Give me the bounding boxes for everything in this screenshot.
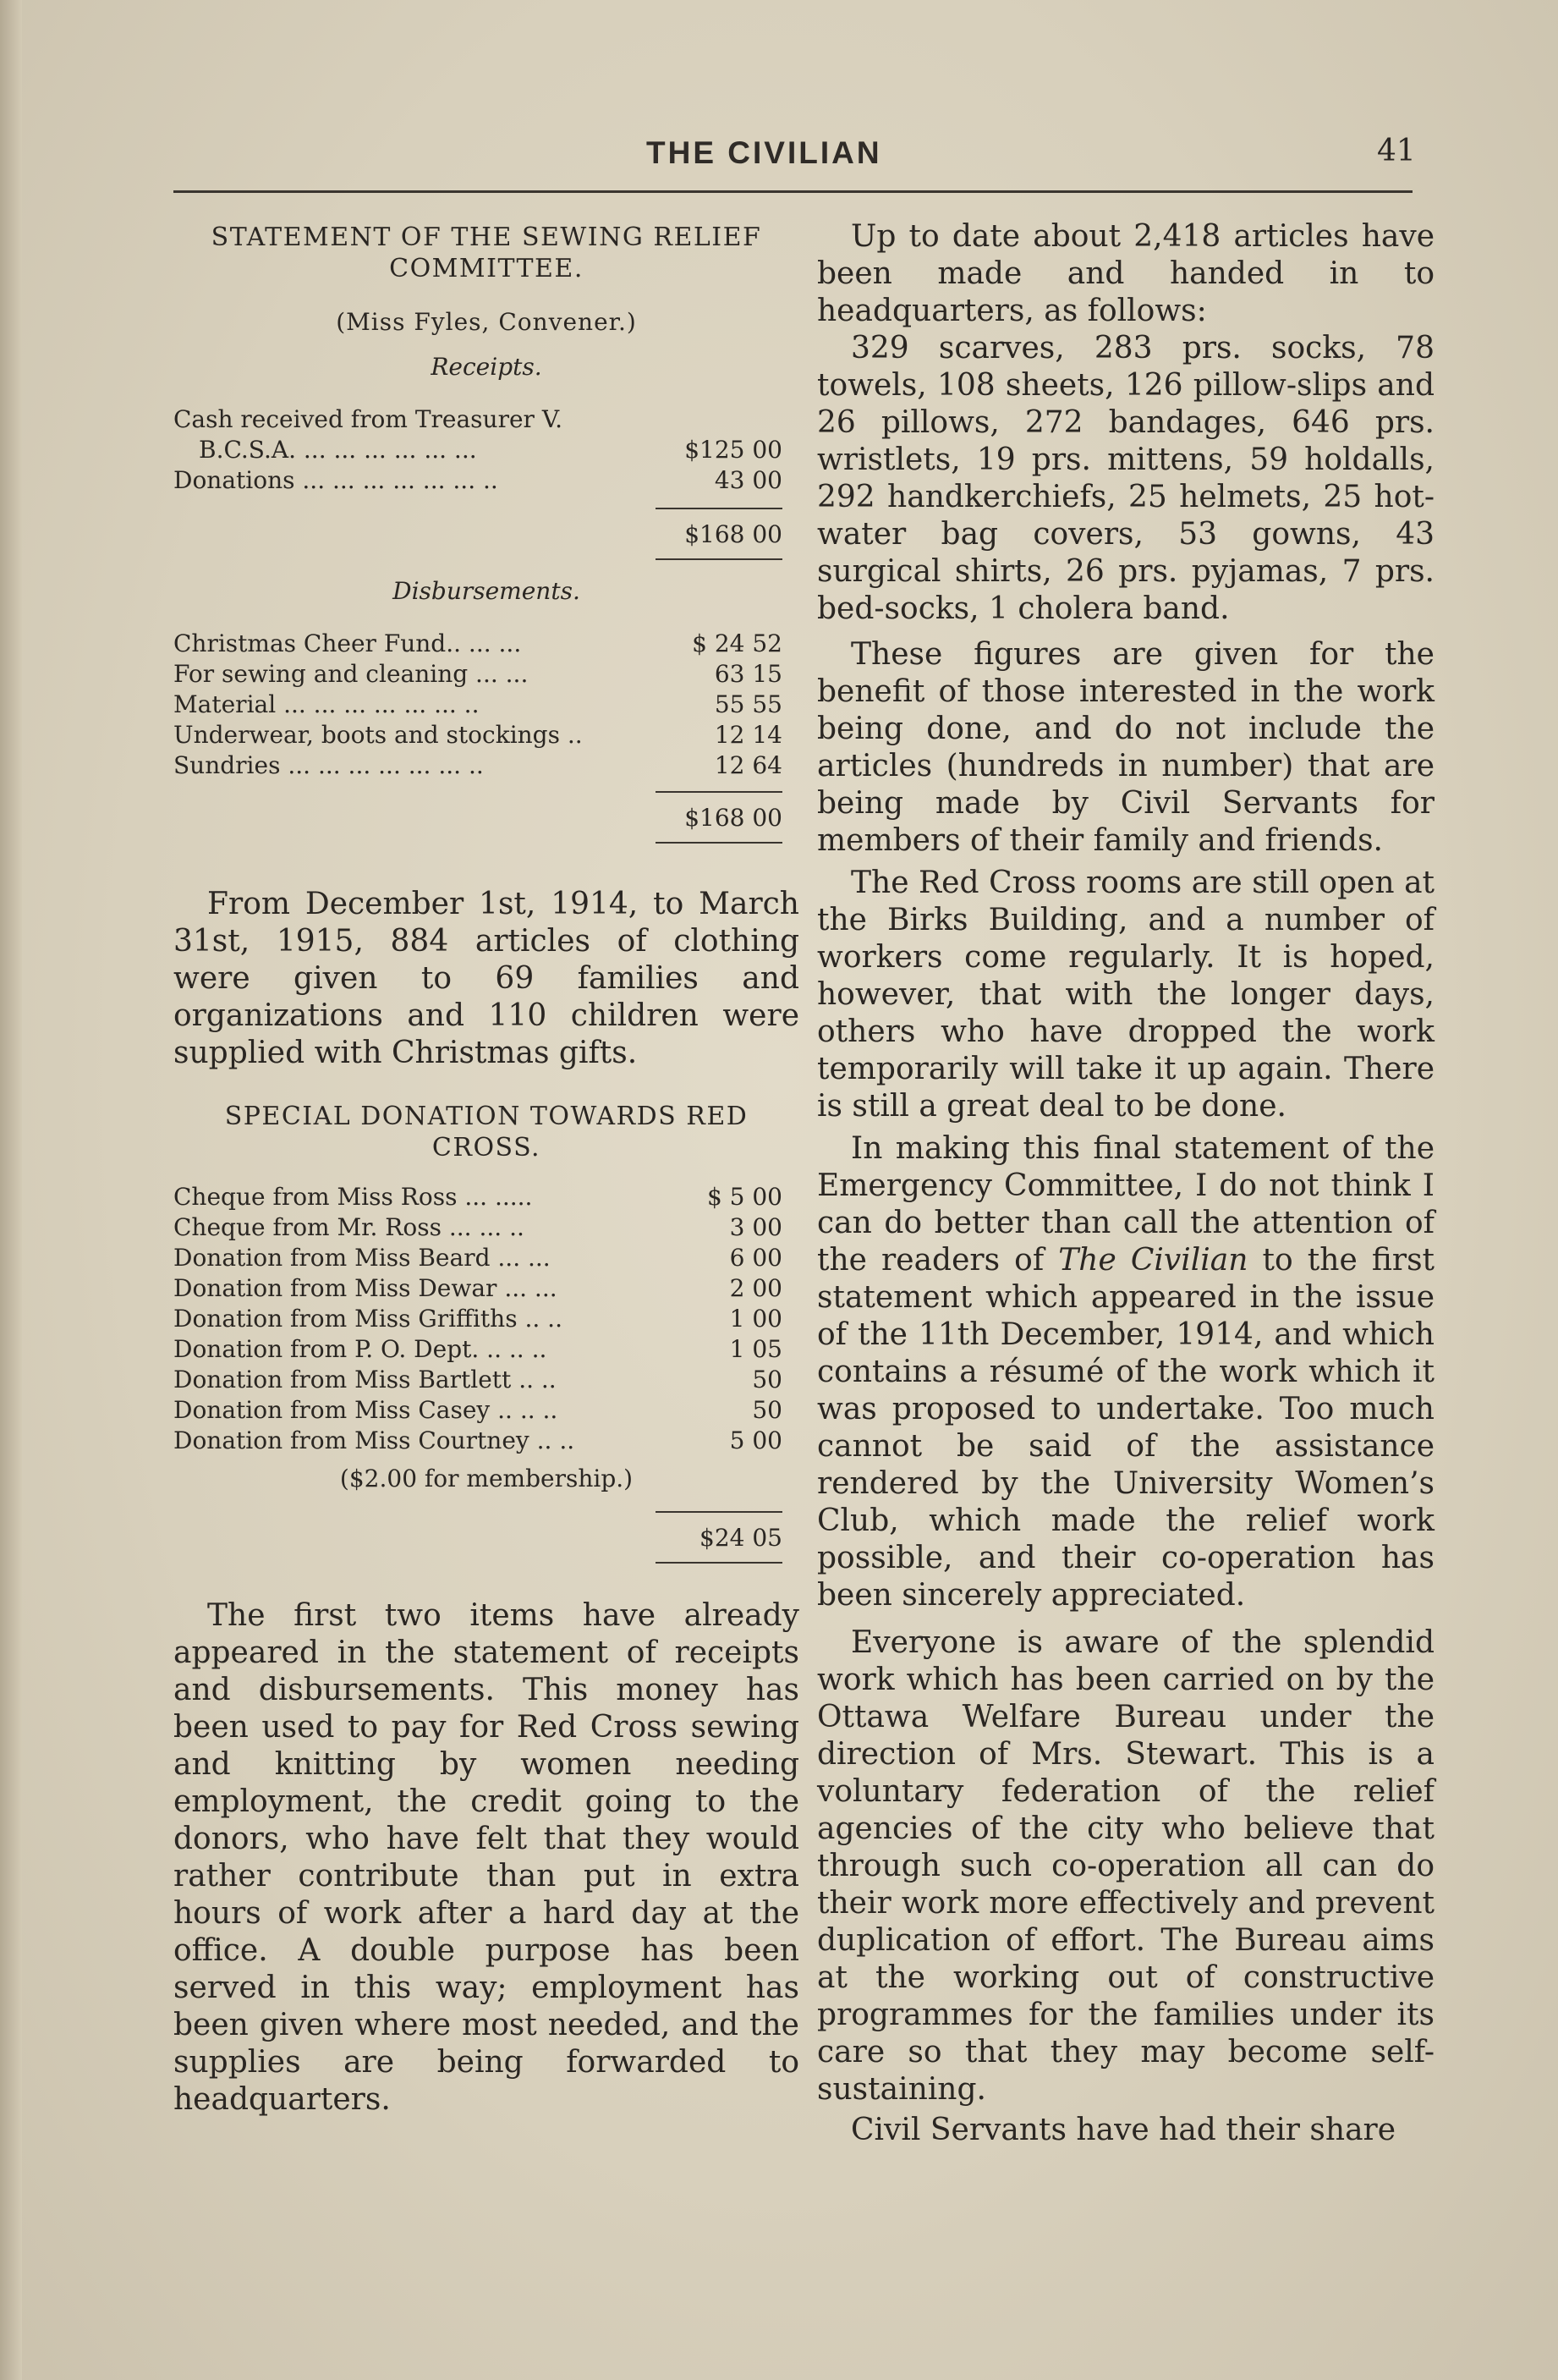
sewing-heading-line1: STATEMENT OF THE SEWING RELIEF	[211, 223, 762, 252]
receipts-label: Receipts.	[431, 353, 542, 381]
header-rule	[173, 190, 1413, 193]
sewing-summary-paragraph: From December 1st, 1914, to March 31st, 1915, 884 articles of clothing were given to 69 families and organizations and 110 children were supplied with Christmas gifts.	[173, 887, 799, 1070]
table-row: Material ... ... ... ... ... ... .. 55 55	[173, 690, 782, 718]
final-statement-text-b: to the first statement which appeared in the issue of the 11th December, 1914, and which contains a résumé of the work which it was proposed to undertake. Too much cannot be said of the assistance rendered by the University Women’s Club, which made the relief work possible, and their co-operation has been sincerely appreciated.	[817, 1243, 1435, 1613]
table-row: Donations ... ... ... ... ... ... .. 43 00	[173, 466, 782, 494]
table-row: B.C.S.A. ... ... ... ... ... ... $125 00	[199, 436, 782, 464]
convener-line: (Miss Fyles, Convener.)	[336, 308, 637, 336]
paragraph-final-statement	[817, 1130, 1435, 1614]
paragraph-civil-servants: Civil Servants have had their share	[851, 2113, 1396, 2147]
table-row: Cash received from Treasurer V.	[173, 405, 563, 433]
donation-table	[173, 1182, 782, 1456]
donation-heading-line1: SPECIAL DONATION TOWARDS RED	[224, 1102, 749, 1131]
paragraph-figures: These figures are given for the benefit of those interested in the work being done, and do not include the articles (hundreds in number) that are being made by Civil Servants for members of their family and friends.	[817, 637, 1435, 858]
final-statement-text-a: In making this final statement of the Emergency Committee, I do not think I can do better than call the attention of the readers of	[817, 1131, 1435, 1278]
disbursements-total: $168 00	[684, 804, 782, 832]
table-row: Underwear, boots and stockings .. 12 14	[173, 721, 782, 749]
disbursements-label: Disbursements.	[392, 577, 580, 605]
page-number: 41	[1377, 134, 1416, 168]
page-edge-shadow	[0, 0, 22, 2380]
publication-title: THE CIVILIAN	[646, 135, 882, 170]
donation-heading-line2: CROSS.	[431, 1133, 541, 1163]
publication-name-italic: The Civilian	[1058, 1243, 1248, 1278]
table-row: For sewing and cleaning ... ... 63 15	[173, 660, 782, 688]
table-row: Cheque from Mr. Ross ... ... .. 3 00	[173, 1213, 782, 1241]
receipts-table	[173, 404, 782, 496]
table-row: Sundries ... ... ... ... ... ... .. 12 64	[173, 751, 782, 779]
table-row: Donation from Miss Griffiths .. .. 1 00	[173, 1305, 782, 1333]
membership-note: ($2.00 for membership.)	[339, 1465, 634, 1492]
table-row: Christmas Cheer Fund.. ... ... $ 24 52	[173, 629, 782, 657]
donation-paragraph: The first two items have already appeared in the statement of receipts and disbursements. This money has been used to pay for Red Cross sewing and knitting by women needing employment, the credit going to the donors, who have felt that they would rather contribute than put in extra hours of work after a hard day at the office. A double purpose has been served in this way; employment has been given where most needed, and the supplies are being forwarded to headquarters.	[173, 1598, 799, 2117]
table-row: Donation from Miss Dewar ... ... 2 00	[173, 1274, 782, 1302]
disbursements-table	[173, 629, 782, 781]
sewing-heading-line2: COMMITTEE.	[389, 254, 584, 283]
table-row: Donation from P. O. Dept. .. .. .. 1 05	[173, 1335, 782, 1363]
receipts-total: $168 00	[684, 520, 782, 548]
paragraph-red-cross-rooms: The Red Cross rooms are still open at the Birks Building, and a number of workers come regularly. It is hoped, however, that with the longer days, others who have dropped the work temporarily will take it up again. There is still a great deal to be done.	[817, 866, 1435, 1124]
table-row: Cheque from Miss Ross ... ..... $ 5 00	[173, 1183, 782, 1211]
donation-total: $24 05	[699, 1524, 782, 1552]
table-row: Donation from Miss Courtney .. .. 5 00	[173, 1426, 782, 1454]
right-column	[817, 218, 1435, 2149]
table-row: Donation from Miss Beard ... ... 6 00	[173, 1244, 782, 1272]
table-row: Donation from Miss Casey .. .. .. 50	[173, 1396, 782, 1424]
paragraph-articles-total: Up to date about 2,418 articles have been made and handed in to headquarters, as follows:	[817, 219, 1435, 328]
running-header	[0, 135, 1558, 178]
table-row: Donation from Miss Bartlett .. .. 50	[173, 1366, 782, 1393]
paragraph-articles-list: 329 scarves, 283 prs. socks, 78 towels, 108 sheets, 126 pillow-slips and 26 pillows, 272 bandages, 646 prs. wristlets, 19 prs. mittens, 59 holdalls, 292 handkerchiefs, 25 helmets, 25 hot-water bag covers, 53 gowns, 43 surgical shirts, 26 prs. pyjamas, 7 prs. bed-socks, 1 cholera band.	[817, 331, 1435, 626]
left-column	[173, 222, 799, 2119]
paragraph-welfare-bureau: Everyone is aware of the splendid work which has been carried on by the Ottawa Welfare Bureau under the direction of Mrs. Stewart. This is a voluntary federation of the relief agencies of the city who believe that through such co-operation all can do their work more effectively and prevent duplication of effort. The Bureau aims at the working out of constructive programmes for the families under its care so that they may become self-sustaining.	[817, 1625, 1435, 2107]
